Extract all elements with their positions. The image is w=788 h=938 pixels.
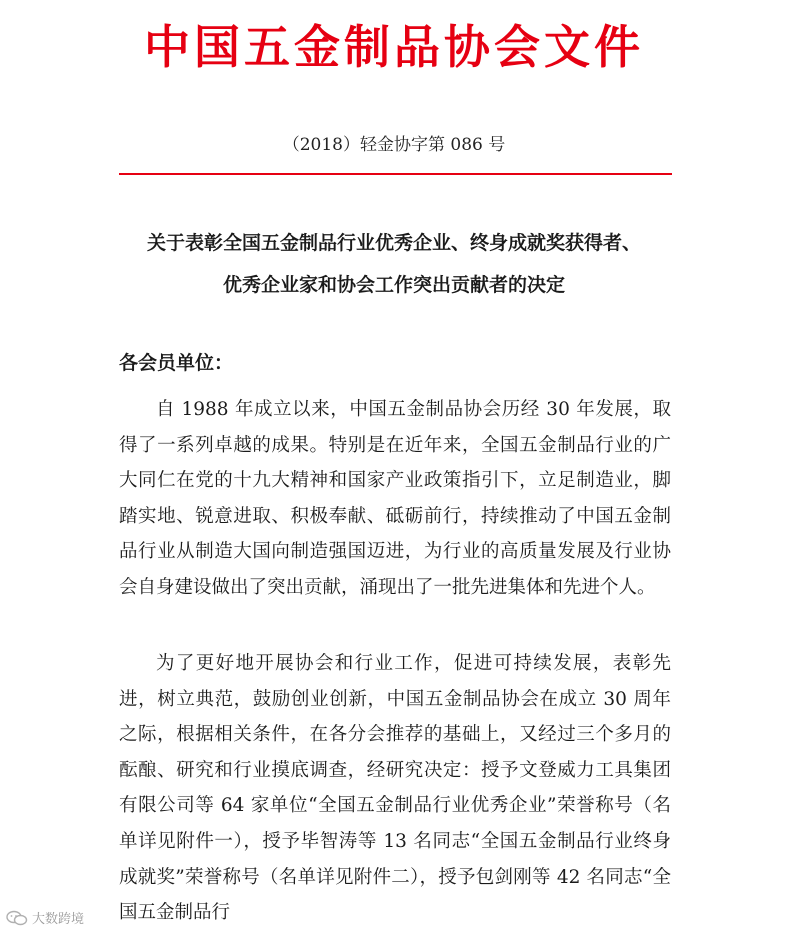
decision-title: [110, 222, 678, 306]
watermark-text: 大数跨境: [32, 912, 85, 927]
salutation: 各会员单位：: [119, 352, 234, 374]
body-paragraph-2: 为了更好地开展协会和行业工作，促进可持续发展，表彰先进，树立典范，鼓励创业创新，中国五金制品协会在成立 30 周年之际，根据相关条件，在各分会推荐的基础上，又经过三个多月的酝酿、研究和行业摸底调查，经研究决定：授予文登威力工具集团有限公司等 64 家单位“全国五金制品行业优秀企业”荣誉称号（名单详见附件一），授予毕智涛等 13 名同志“全国五金制品行业终身成就奖”荣誉称号（名单详见附件二），授予包剑刚等 42 名同志“全国五金制品行: [119, 653, 671, 924]
decision-title-line-1: 关于表彰全国五金制品行业优秀企业、终身成就奖获得者、: [146, 232, 641, 254]
document-number: （2018）轻金协字第 086 号: [282, 135, 506, 155]
document-header-title: 中国五金制品协会文件: [144, 20, 644, 74]
watermark: [6, 908, 84, 927]
body-paragraph-1: 自 1988 年成立以来，中国五金制品协会历经 30 年发展，取得了一系列卓越的成果。特别是在近年来，全国五金制品行业的广大同仁在党的十九大精神和国家产业政策指引下，立足制造业，脚踏实地、锐意进取、积极奉献、砥砺前行，持续推动了中国五金制品行业从制造大国向制造强国迈进，为行业的高质量发展及行业协会自身建设做出了突出贡献，涌现出了一批先进集体和先进个人。: [119, 399, 671, 598]
wechat-logo-icon: [6, 910, 28, 926]
header-divider: [119, 173, 672, 175]
decision-title-line-2: 优秀企业家和协会工作突出贡献者的决定: [222, 274, 565, 296]
